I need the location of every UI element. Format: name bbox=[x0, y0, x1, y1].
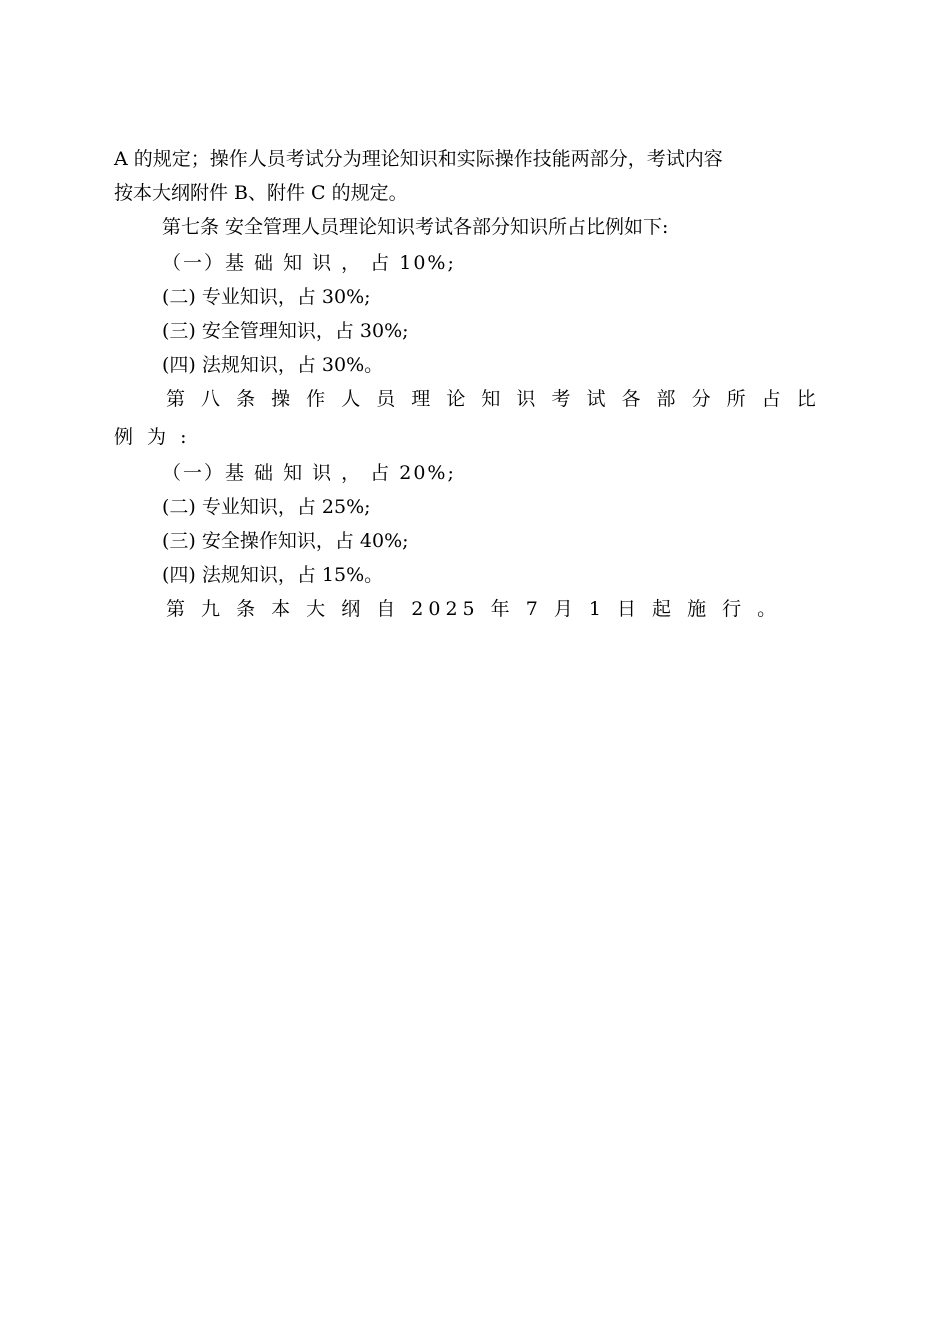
article-7-item-2: (二) 专业知识，占 30%; bbox=[162, 286, 371, 308]
article-7-item-4: (四) 法规知识，占 30%。 bbox=[162, 354, 384, 376]
article-7-item-3: (三) 安全管理知识，占 30%; bbox=[162, 320, 409, 342]
text-line-1 bbox=[114, 147, 836, 171]
article-8-heading: 第 八 条 操 作 人 员 理 论 知 识 考 试 各 部 分 所 占 比 bbox=[166, 388, 821, 410]
article-7-item-1: （一）基 础 知 识 ， 占 10%; bbox=[162, 252, 456, 274]
article-8-item-2: (二) 专业知识，占 25%; bbox=[162, 496, 371, 518]
article-8-item-4: (四) 法规知识，占 15%。 bbox=[162, 564, 384, 586]
article-8-heading-cont: 例 为 : bbox=[114, 426, 191, 448]
text-line-2: 按本大纲附件 B、附件 C 的规定。 bbox=[114, 182, 408, 204]
text-line-1-content: A 的规定；操作人员考试分为理论知识和实际操作技能两部分，考试内容 bbox=[114, 148, 723, 170]
article-7-heading: 第七条 安全管理人员理论知识考试各部分知识所占比例如下: bbox=[162, 216, 669, 238]
article-9: 第 九 条 本 大 纲 自 2025 年 7 月 1 日 起 施 行 。 bbox=[166, 598, 782, 620]
article-8-item-1: （一）基 础 知 识 ， 占 20%; bbox=[162, 462, 456, 484]
article-8-item-3: (三) 安全操作知识，占 40%; bbox=[162, 530, 409, 552]
